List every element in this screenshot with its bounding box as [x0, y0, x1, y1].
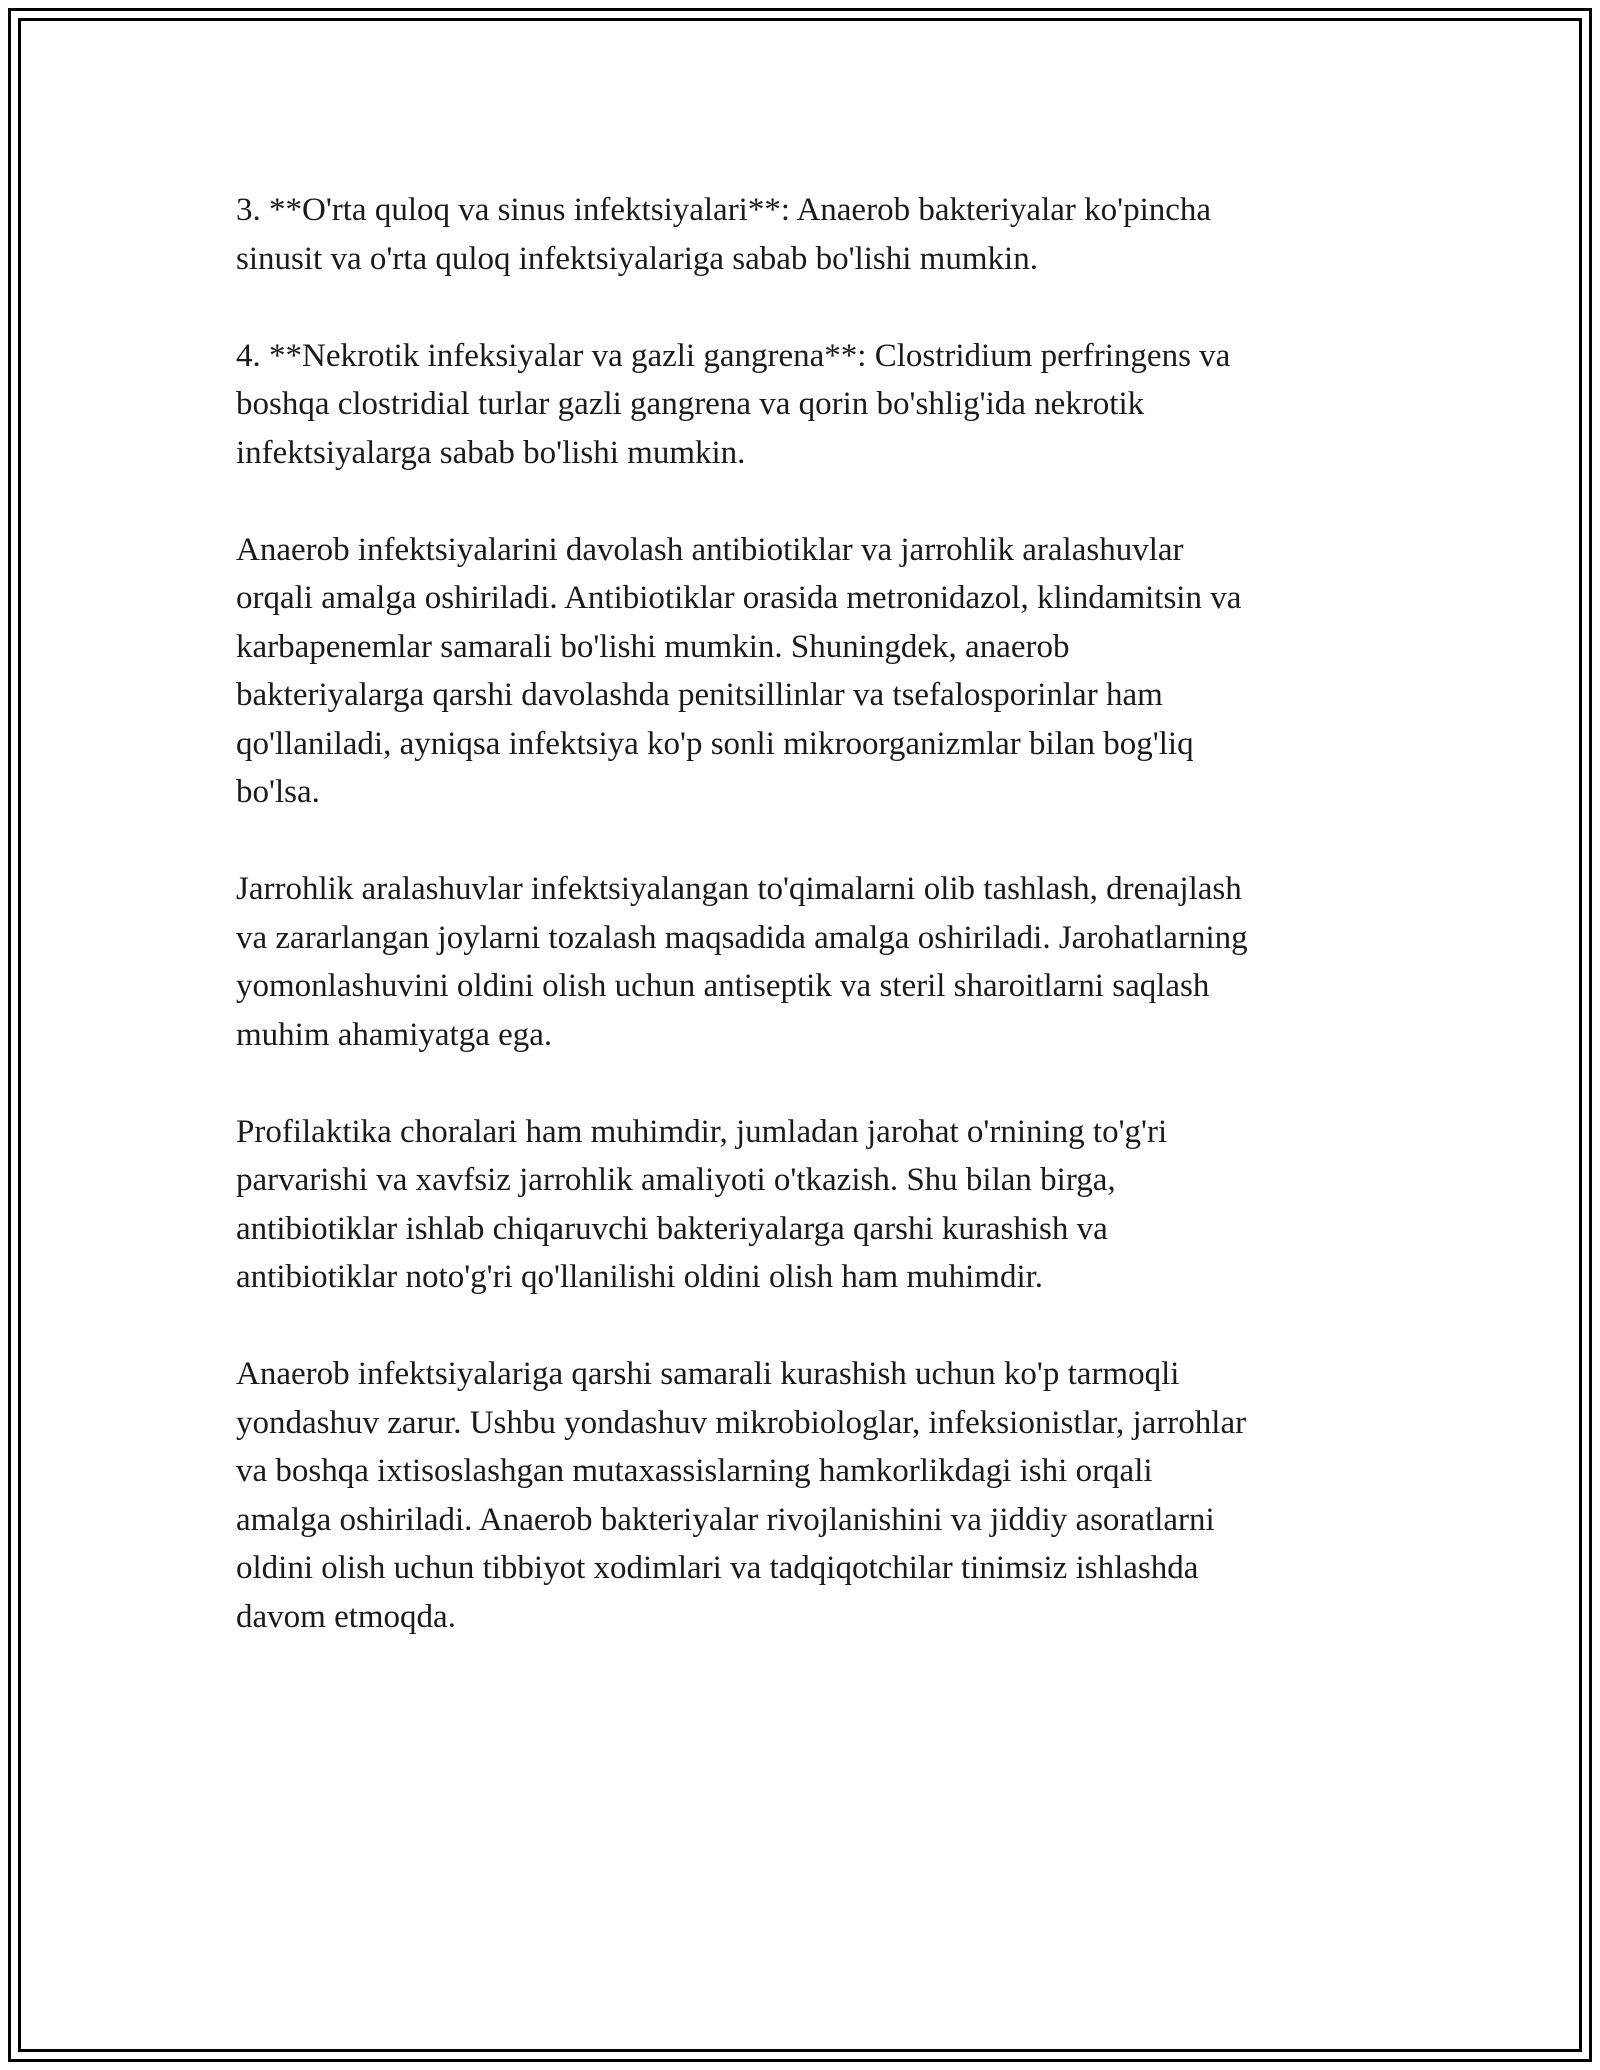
paragraph-multidisciplinary: Anaerob infektsiyalariga qarshi samarali kurashish uchun ko'p tarmoqli yondashuv zarur. Ushbu yondashuv mikrobiologlar, infeksionistlar, jarrohlar va boshqa ixtisoslashgan mutaxassislarning hamkorlikdagi ishi orqali amalga oshiriladi. Anaerob bakteriyalar rivojlanishini va jiddiy asoratlarni oldini olish uchun tibbiyot xodimlari va tadqiqotchilar tinimsiz ishlashda davom etmoqda. [236, 1356, 1247, 1635]
document-body [236, 186, 1376, 1690]
paragraph-necrotic-gangrene: 4. **Nekrotik infeksiyalar va gazli gangrena**: Clostridium perfringens va boshqa clostridial turlar gazli gangrena va qorin bo'shlig'ida nekrotik infektsiyalarga sabab bo'lishi mumkin. [236, 337, 1231, 471]
paragraph-middle-ear-sinus: 3. **O'rta quloq va sinus infektsiyalari**: Anaerob bakteriyalar ko'pincha sinusit va o'rta quloq infektsiyalariga sabab bo'lishi mumkin. [236, 192, 1212, 277]
paragraph-treatment: Anaerob infektsiyalarini davolash antibiotiklar va jarrohlik aralashuvlar orqali amalga oshiriladi. Antibiotiklar orasida metronidazol, klindamitsin va karbapenemlar samarali bo'lishi mumkin. Shuningdek, anaerob bakteriyalarga qarshi davolashda penitsillinlar va tsefalosporinlar ham qo'llaniladi, ayniqsa infektsiya ko'p sonli mikroorganizmlar bilan bog'liq bo'lsa. [236, 531, 1242, 810]
paragraph-prevention: Profilaktika choralari ham muhimdir, jumladan jarohat o'rnining to'g'ri parvarishi va xavfsiz jarrohlik amaliyoti o'tkazish. Shu bilan birga, antibiotiklar ishlab chiqaruvchi bakteriyalarga qarshi kurashish va antibiotiklar noto'g'ri qo'llanilishi oldini olish ham muhimdir. [236, 1113, 1168, 1295]
paragraph-surgery: Jarrohlik aralashuvlar infektsiyalangan to'qimalarni olib tashlash, drenajlash va zararlangan joylarni tozalash maqsadida amalga oshiriladi. Jarohatlarning yomonlashuvini oldini olish uchun antiseptik va steril sharoitlarni saqlash muhim ahamiyatga ega. [236, 871, 1248, 1053]
